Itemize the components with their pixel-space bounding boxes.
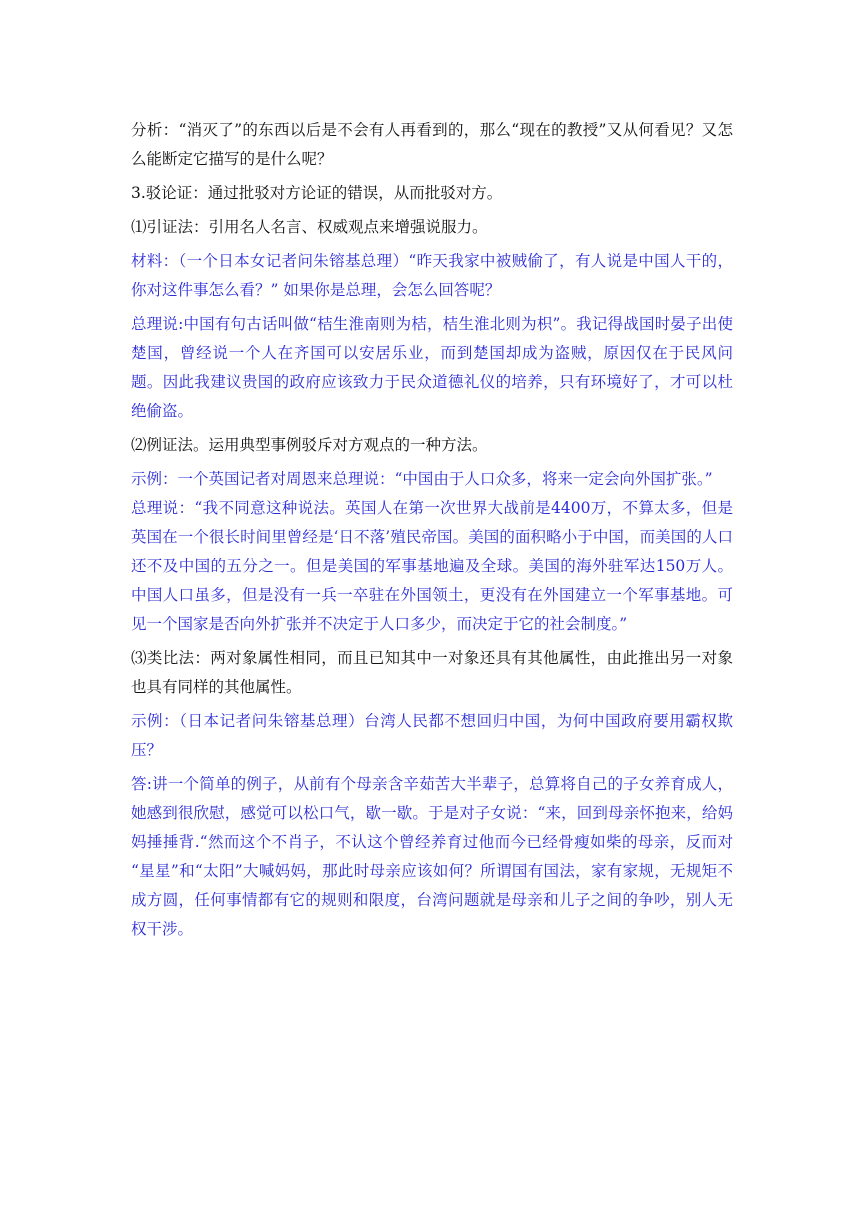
citation-method-heading: ⑴引证法：引用名人名言、权威观点来增强说服力。 [131,218,488,236]
example-question-paragraph: 示例：一个英国记者对周恩来总理说：“中国由于人口众多，将来一定会向外国扩张。” [131,470,713,488]
refute-argument-heading: 3.驳论证：通过批驳对方论证的错误，从而批驳对方。 [131,184,503,202]
analogy-question-paragraph: 示例：（日本记者问朱镕基总理）台湾人民都不想回归中国，为何中国政府要用霸权欺压？ [131,712,733,759]
document-page [131,116,733,944]
example-method-heading: ⑵例证法。运用典型事例驳斥对方观点的一种方法。 [131,436,488,454]
analogy-method-heading: ⑶类比法：两对象属性相同，而且已知其中一对象还具有其他属性，由此推出另一对象也具有同样的其他属性。 [131,649,733,696]
analogy-answer-paragraph: 答:讲一个简单的例子，从前有个母亲含辛茹苦大半辈子，总算将自己的子女养育成人，她感到很欣慰，感觉可以松口气，歇一歇。于是对子女说：“来，回到母亲怀抱来，给妈妈捶捶背.“然而这个不肖子，不认这个曾经养育过他而今已经骨瘦如柴的母亲，反而对 “星星”和“太阳”大喊妈妈，那此时母亲应该如何？所谓国有国法，家有家规，无规矩不成方圆，任何事情都有它的规则和限度，台湾问题就是母亲和儿子之间的争吵，别人无权干涉。 [131,775,733,938]
analysis-paragraph: 分析：“消灭了”的东西以后是不会有人再看到的，那么“现在的教授”又从何看见？又怎么能断定它描写的是什么呢？ [131,121,733,168]
citation-answer-paragraph: 总理说:中国有句古话叫做“桔生淮南则为桔，桔生淮北则为枳”。我记得战国时晏子出使楚国，曾经说一个人在齐国可以安居乐业，而到楚国却成为盗贼，原因仅在于民风问题。因此我建议贵国的政府应该致力于民众道德礼仪的培养，只有环境好了，才可以杜绝偷盗。 [131,315,733,420]
example-answer-paragraph: 总理说：“我不同意这种说法。英国人在第一次世界大战前是4400万，不算太多，但是英国在一个很长时间里曾经是‘日不落’殖民帝国。美国的面积略小于中国，而美国的人口还不及中国的五分之一。但是美国的军事基地遍及全球。美国的海外驻军达150万人。中国人口虽多，但是没有一兵一卒驻在外国领土，更没有在外国建立一个军事基地。可见一个国家是否向外扩张并不决定于人口多少，而决定于它的社会制度。” [131,499,733,633]
citation-material-paragraph: 材料：（一个日本女记者问朱镕基总理）“昨天我家中被贼偷了，有人说是中国人干的，你对这件事怎么看？” 如果你是总理，会怎么回答呢？ [131,252,733,299]
